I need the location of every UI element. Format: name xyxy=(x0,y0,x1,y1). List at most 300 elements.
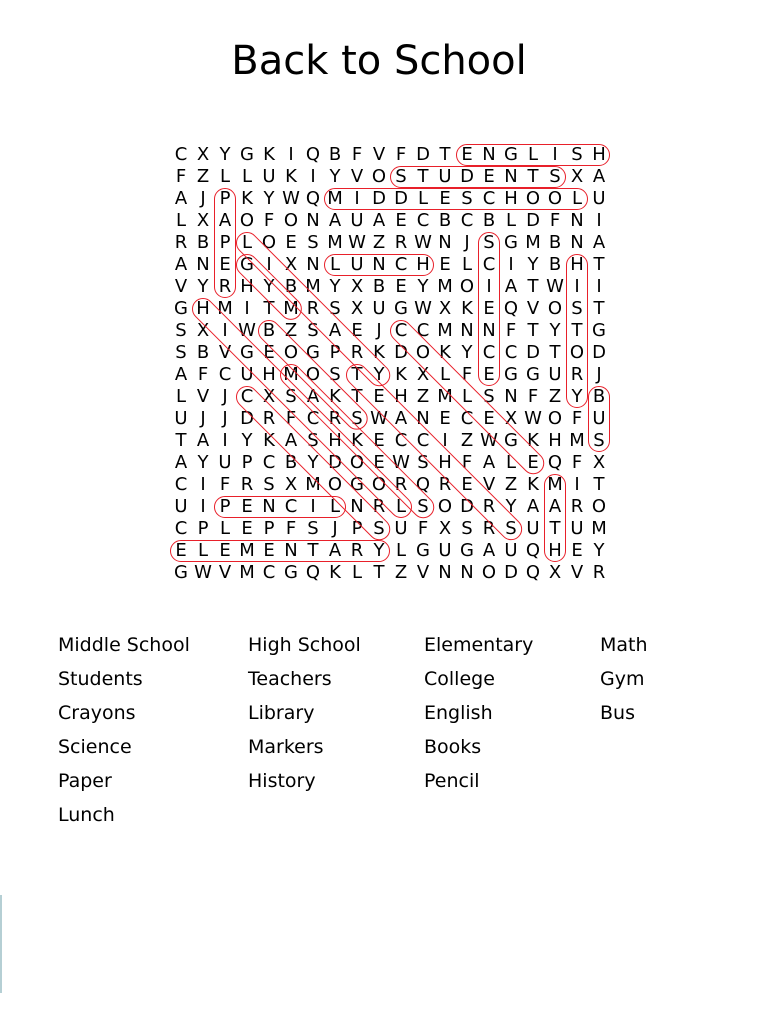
grid-letter[interactable]: W xyxy=(348,232,366,253)
grid-letter[interactable]: L xyxy=(329,254,341,275)
grid-letter[interactable]: L xyxy=(241,166,253,187)
grid-letter[interactable]: G xyxy=(526,364,540,385)
grid-letter[interactable]: S xyxy=(329,364,341,385)
grid-letter[interactable]: G xyxy=(240,144,254,165)
grid-letter[interactable]: S xyxy=(329,298,341,319)
grid-letter[interactable]: S xyxy=(175,320,187,341)
grid-letter[interactable]: K xyxy=(351,430,363,451)
grid-letter[interactable]: M xyxy=(569,430,585,451)
grid-letter[interactable]: O xyxy=(525,188,541,209)
grid-letter[interactable]: I xyxy=(596,210,602,231)
grid-letter[interactable]: I xyxy=(486,276,492,297)
grid-letter[interactable]: S xyxy=(461,188,473,209)
grid-letter[interactable]: P xyxy=(219,232,231,253)
grid-letter[interactable]: Q xyxy=(503,298,519,319)
grid-letter[interactable]: A xyxy=(174,254,188,275)
grid-letter[interactable]: H xyxy=(548,540,562,561)
grid-letter[interactable]: G xyxy=(592,320,606,341)
grid-letter[interactable]: X xyxy=(416,364,430,385)
grid-letter[interactable]: D xyxy=(460,496,474,517)
grid-letter[interactable]: R xyxy=(482,496,496,517)
grid-letter[interactable]: U xyxy=(350,210,364,231)
grid-letter[interactable]: A xyxy=(548,496,562,517)
grid-letter[interactable]: C xyxy=(394,254,408,275)
grid-letter[interactable]: C xyxy=(394,430,408,451)
grid-letter[interactable]: N xyxy=(438,232,452,253)
grid-letter[interactable]: N xyxy=(262,496,276,517)
grid-letter[interactable]: E xyxy=(483,364,495,385)
grid-letter[interactable]: C xyxy=(240,386,254,407)
grid-letter[interactable]: I xyxy=(508,254,514,275)
grid-letter[interactable]: P xyxy=(219,188,231,209)
grid-letter[interactable]: O xyxy=(349,452,365,473)
grid-letter[interactable]: H xyxy=(570,254,584,275)
grid-letter[interactable]: G xyxy=(416,540,430,561)
grid-letter[interactable]: U xyxy=(570,518,584,539)
grid-letter[interactable]: D xyxy=(592,342,606,363)
grid-letter[interactable]: L xyxy=(197,540,209,561)
grid-letter[interactable]: M xyxy=(591,518,607,539)
grid-letter[interactable]: H xyxy=(328,430,342,451)
grid-letter[interactable]: U xyxy=(592,408,606,429)
grid-letter[interactable]: I xyxy=(266,254,272,275)
grid-letter[interactable]: P xyxy=(329,342,341,363)
grid-letter[interactable]: L xyxy=(351,562,363,583)
grid-letter[interactable]: O xyxy=(569,342,585,363)
grid-letter[interactable]: C xyxy=(482,342,496,363)
grid-letter[interactable]: X xyxy=(284,254,298,275)
grid-letter[interactable]: S xyxy=(593,430,605,451)
grid-letter[interactable]: G xyxy=(240,254,254,275)
grid-letter[interactable]: S xyxy=(285,386,297,407)
grid-letter[interactable]: T xyxy=(263,298,275,319)
grid-letter[interactable]: G xyxy=(394,298,408,319)
grid-letter[interactable]: E xyxy=(373,452,385,473)
grid-letter[interactable]: Y xyxy=(263,276,275,297)
grid-letter[interactable]: T xyxy=(549,342,561,363)
grid-letter[interactable]: O xyxy=(547,408,563,429)
grid-letter[interactable]: C xyxy=(174,474,188,495)
grid-letter[interactable]: A xyxy=(328,320,342,341)
grid-letter[interactable]: O xyxy=(283,210,299,231)
grid-letter[interactable]: P xyxy=(219,496,231,517)
grid-letter[interactable]: T xyxy=(351,364,363,385)
grid-letter[interactable]: R xyxy=(482,518,496,539)
grid-letter[interactable]: T xyxy=(571,320,583,341)
grid-letter[interactable]: V xyxy=(196,386,210,407)
grid-letter[interactable]: K xyxy=(439,342,451,363)
grid-letter[interactable]: F xyxy=(549,210,561,231)
grid-letter[interactable]: K xyxy=(373,342,385,363)
grid-letter[interactable]: E xyxy=(483,408,495,429)
grid-letter[interactable]: C xyxy=(218,364,232,385)
grid-letter[interactable]: C xyxy=(416,430,430,451)
grid-letter[interactable]: T xyxy=(439,144,451,165)
grid-letter[interactable]: S xyxy=(549,166,561,187)
grid-letter[interactable]: J xyxy=(376,320,382,341)
grid-letter[interactable]: E xyxy=(483,298,495,319)
grid-letter[interactable]: O xyxy=(415,342,431,363)
grid-letter[interactable]: X xyxy=(592,452,606,473)
grid-letter[interactable]: B xyxy=(548,232,562,253)
grid-letter[interactable]: Z xyxy=(372,232,386,253)
word-search-grid[interactable] xyxy=(170,144,610,584)
grid-letter[interactable]: J xyxy=(222,386,228,407)
grid-letter[interactable]: Q xyxy=(525,540,541,561)
grid-letter[interactable]: S xyxy=(571,298,583,319)
grid-letter[interactable]: B xyxy=(482,210,496,231)
grid-letter[interactable]: O xyxy=(371,166,387,187)
grid-letter[interactable]: M xyxy=(437,276,453,297)
grid-letter[interactable]: Q xyxy=(547,452,563,473)
grid-letter[interactable]: T xyxy=(549,518,561,539)
grid-letter[interactable]: F xyxy=(263,210,275,231)
grid-letter[interactable]: O xyxy=(547,188,563,209)
grid-letter[interactable]: W xyxy=(414,298,432,319)
grid-letter[interactable]: J xyxy=(200,188,206,209)
grid-letter[interactable]: L xyxy=(241,232,253,253)
grid-letter[interactable]: F xyxy=(417,518,429,539)
grid-letter[interactable]: L xyxy=(439,364,451,385)
grid-letter[interactable]: U xyxy=(350,254,364,275)
grid-letter[interactable]: R xyxy=(306,298,320,319)
grid-letter[interactable]: M xyxy=(327,188,343,209)
grid-letter[interactable]: Y xyxy=(307,452,319,473)
grid-letter[interactable]: H xyxy=(262,364,276,385)
grid-letter[interactable]: O xyxy=(261,232,277,253)
grid-letter[interactable]: J xyxy=(596,364,602,385)
grid-letter[interactable]: I xyxy=(596,276,602,297)
grid-letter[interactable]: P xyxy=(197,518,209,539)
grid-letter[interactable]: M xyxy=(547,474,563,495)
grid-letter[interactable]: S xyxy=(307,320,319,341)
grid-letter[interactable]: J xyxy=(222,408,228,429)
grid-letter[interactable]: F xyxy=(285,408,297,429)
grid-letter[interactable]: X xyxy=(196,144,210,165)
grid-letter[interactable]: U xyxy=(174,496,188,517)
grid-letter[interactable]: M xyxy=(525,232,541,253)
grid-letter[interactable]: L xyxy=(505,210,517,231)
grid-letter[interactable]: W xyxy=(238,320,256,341)
grid-letter[interactable]: O xyxy=(481,562,497,583)
grid-letter[interactable]: F xyxy=(351,144,363,165)
grid-letter[interactable]: I xyxy=(574,276,580,297)
grid-letter[interactable]: C xyxy=(262,452,276,473)
grid-letter[interactable]: F xyxy=(197,364,209,385)
grid-letter[interactable]: X xyxy=(438,518,452,539)
grid-letter[interactable]: O xyxy=(459,276,475,297)
grid-letter[interactable]: B xyxy=(284,452,298,473)
grid-letter[interactable]: B xyxy=(372,276,386,297)
grid-letter[interactable]: X xyxy=(196,210,210,231)
grid-letter[interactable]: C xyxy=(416,320,430,341)
grid-letter[interactable]: F xyxy=(395,144,407,165)
grid-letter[interactable]: E xyxy=(439,188,451,209)
grid-letter[interactable]: Z xyxy=(196,166,210,187)
grid-letter[interactable]: M xyxy=(239,540,255,561)
grid-letter[interactable]: U xyxy=(394,518,408,539)
grid-letter[interactable]: V xyxy=(218,342,232,363)
grid-letter[interactable]: E xyxy=(395,210,407,231)
grid-letter[interactable]: P xyxy=(241,452,253,473)
grid-letter[interactable]: L xyxy=(395,540,407,561)
grid-letter[interactable]: A xyxy=(218,210,232,231)
grid-letter[interactable]: E xyxy=(241,518,253,539)
grid-letter[interactable]: R xyxy=(350,342,364,363)
grid-letter[interactable]: A xyxy=(328,210,342,231)
grid-letter[interactable]: S xyxy=(307,232,319,253)
grid-letter[interactable]: E xyxy=(483,166,495,187)
grid-letter[interactable]: C xyxy=(174,144,188,165)
grid-letter[interactable]: J xyxy=(200,408,206,429)
grid-letter[interactable]: D xyxy=(504,562,518,583)
grid-letter[interactable]: S xyxy=(461,518,473,539)
grid-letter[interactable]: U xyxy=(438,166,452,187)
grid-letter[interactable]: A xyxy=(394,408,408,429)
grid-letter[interactable]: Q xyxy=(415,474,431,495)
grid-letter[interactable]: U xyxy=(592,188,606,209)
grid-letter[interactable]: U xyxy=(504,540,518,561)
grid-letter[interactable]: D xyxy=(416,144,430,165)
grid-letter[interactable]: R xyxy=(592,562,606,583)
grid-letter[interactable]: N xyxy=(306,210,320,231)
grid-letter[interactable]: N xyxy=(372,254,386,275)
grid-letter[interactable]: M xyxy=(283,298,299,319)
grid-letter[interactable]: L xyxy=(527,144,539,165)
grid-letter[interactable]: I xyxy=(574,474,580,495)
grid-letter[interactable]: L xyxy=(219,166,231,187)
grid-letter[interactable]: N xyxy=(482,320,496,341)
grid-letter[interactable]: C xyxy=(482,254,496,275)
grid-letter[interactable]: V xyxy=(350,166,364,187)
grid-letter[interactable]: D xyxy=(372,188,386,209)
grid-letter[interactable]: N xyxy=(504,386,518,407)
grid-letter[interactable]: R xyxy=(438,474,452,495)
grid-letter[interactable]: B xyxy=(328,144,342,165)
grid-letter[interactable]: X xyxy=(284,474,298,495)
grid-letter[interactable]: E xyxy=(373,430,385,451)
grid-letter[interactable]: I xyxy=(244,298,250,319)
grid-letter[interactable]: H xyxy=(548,430,562,451)
grid-letter[interactable]: T xyxy=(417,166,429,187)
grid-letter[interactable]: D xyxy=(526,342,540,363)
grid-letter[interactable]: A xyxy=(306,386,320,407)
grid-letter[interactable]: D xyxy=(460,166,474,187)
grid-letter[interactable]: A xyxy=(372,210,386,231)
grid-letter[interactable]: X xyxy=(504,408,518,429)
grid-letter[interactable]: E xyxy=(175,540,187,561)
grid-letter[interactable]: W xyxy=(414,232,432,253)
grid-letter[interactable]: A xyxy=(284,430,298,451)
grid-letter[interactable]: X xyxy=(570,166,584,187)
grid-letter[interactable]: F xyxy=(175,166,187,187)
grid-letter[interactable]: T xyxy=(593,474,605,495)
grid-letter[interactable]: Y xyxy=(571,386,583,407)
grid-letter[interactable]: T xyxy=(351,386,363,407)
grid-letter[interactable]: F xyxy=(571,452,583,473)
grid-letter[interactable]: A xyxy=(482,540,496,561)
grid-letter[interactable]: F xyxy=(285,518,297,539)
grid-letter[interactable]: X xyxy=(262,386,276,407)
grid-letter[interactable]: S xyxy=(307,430,319,451)
grid-letter[interactable]: G xyxy=(504,430,518,451)
grid-letter[interactable]: J xyxy=(332,518,338,539)
grid-letter[interactable]: Z xyxy=(548,386,562,407)
grid-letter[interactable]: V xyxy=(174,276,188,297)
grid-letter[interactable]: U xyxy=(174,408,188,429)
grid-letter[interactable]: M xyxy=(283,364,299,385)
grid-letter[interactable]: R xyxy=(218,276,232,297)
grid-letter[interactable]: V xyxy=(526,298,540,319)
grid-letter[interactable]: Z xyxy=(416,386,430,407)
grid-letter[interactable]: E xyxy=(439,254,451,275)
grid-letter[interactable]: H xyxy=(240,276,254,297)
grid-letter[interactable]: J xyxy=(464,232,470,253)
grid-letter[interactable]: R xyxy=(240,474,254,495)
grid-letter[interactable]: Z xyxy=(504,474,518,495)
grid-letter[interactable]: F xyxy=(461,364,473,385)
grid-letter[interactable]: T xyxy=(527,320,539,341)
grid-letter[interactable]: Y xyxy=(263,188,275,209)
grid-letter[interactable]: K xyxy=(285,166,297,187)
grid-letter[interactable]: M xyxy=(305,474,321,495)
grid-letter[interactable]: M xyxy=(437,320,453,341)
grid-letter[interactable]: Y xyxy=(373,364,385,385)
grid-letter[interactable]: U xyxy=(548,364,562,385)
grid-letter[interactable]: U xyxy=(372,298,386,319)
grid-letter[interactable]: E xyxy=(219,254,231,275)
grid-letter[interactable]: Z xyxy=(394,562,408,583)
grid-letter[interactable]: I xyxy=(200,474,206,495)
grid-letter[interactable]: F xyxy=(571,408,583,429)
grid-letter[interactable]: Y xyxy=(549,320,561,341)
grid-letter[interactable]: E xyxy=(285,232,297,253)
grid-letter[interactable]: N xyxy=(416,408,430,429)
grid-letter[interactable]: Y xyxy=(197,452,209,473)
grid-letter[interactable]: Q xyxy=(525,562,541,583)
grid-letter[interactable]: W xyxy=(282,188,300,209)
grid-letter[interactable]: H xyxy=(438,452,452,473)
grid-letter[interactable]: T xyxy=(175,430,187,451)
grid-letter[interactable]: S xyxy=(417,452,429,473)
grid-letter[interactable]: T xyxy=(527,166,539,187)
grid-letter[interactable]: E xyxy=(241,496,253,517)
grid-letter[interactable]: S xyxy=(417,496,429,517)
grid-letter[interactable]: B xyxy=(196,342,210,363)
grid-letter[interactable]: S xyxy=(263,474,275,495)
grid-letter[interactable]: E xyxy=(263,540,275,561)
grid-letter[interactable]: H xyxy=(416,254,430,275)
grid-letter[interactable]: E xyxy=(527,452,539,473)
grid-letter[interactable]: X xyxy=(350,276,364,297)
grid-letter[interactable]: W xyxy=(194,562,212,583)
grid-letter[interactable]: K xyxy=(329,562,341,583)
grid-letter[interactable]: O xyxy=(327,474,343,495)
grid-letter[interactable]: I xyxy=(222,320,228,341)
grid-letter[interactable]: N xyxy=(438,562,452,583)
grid-letter[interactable]: E xyxy=(395,276,407,297)
grid-letter[interactable]: R xyxy=(328,408,342,429)
grid-letter[interactable]: P xyxy=(351,518,363,539)
grid-letter[interactable]: A xyxy=(592,166,606,187)
grid-letter[interactable]: S xyxy=(307,518,319,539)
grid-letter[interactable]: Y xyxy=(329,276,341,297)
grid-letter[interactable]: G xyxy=(284,562,298,583)
grid-letter[interactable]: G xyxy=(174,562,188,583)
grid-letter[interactable]: T xyxy=(373,562,385,583)
grid-letter[interactable]: Q xyxy=(305,188,321,209)
grid-letter[interactable]: L xyxy=(461,254,473,275)
grid-letter[interactable]: A xyxy=(526,496,540,517)
grid-letter[interactable]: B xyxy=(262,320,276,341)
grid-letter[interactable]: G xyxy=(504,364,518,385)
grid-letter[interactable]: B xyxy=(592,386,606,407)
grid-letter[interactable]: C xyxy=(504,342,518,363)
grid-letter[interactable]: Z xyxy=(460,430,474,451)
grid-letter[interactable]: Y xyxy=(219,144,231,165)
grid-letter[interactable]: B xyxy=(438,210,452,231)
grid-letter[interactable]: W xyxy=(546,276,564,297)
grid-letter[interactable]: V xyxy=(372,144,386,165)
grid-letter[interactable]: O xyxy=(239,210,255,231)
grid-letter[interactable]: X xyxy=(548,562,562,583)
grid-letter[interactable]: I xyxy=(222,430,228,451)
grid-letter[interactable]: R xyxy=(262,408,276,429)
grid-letter[interactable]: T xyxy=(307,540,319,561)
grid-letter[interactable]: K xyxy=(241,188,253,209)
grid-letter[interactable]: X xyxy=(438,298,452,319)
grid-letter[interactable]: L xyxy=(571,188,583,209)
grid-letter[interactable]: Y xyxy=(241,430,253,451)
grid-letter[interactable]: Y xyxy=(461,342,473,363)
grid-letter[interactable]: U xyxy=(526,518,540,539)
grid-letter[interactable]: S xyxy=(483,232,495,253)
grid-letter[interactable]: G xyxy=(306,342,320,363)
grid-letter[interactable]: D xyxy=(394,188,408,209)
grid-letter[interactable]: V xyxy=(218,562,232,583)
grid-letter[interactable]: Y xyxy=(527,254,539,275)
grid-letter[interactable]: T xyxy=(593,254,605,275)
grid-letter[interactable]: R xyxy=(350,540,364,561)
grid-letter[interactable]: F xyxy=(219,474,231,495)
grid-letter[interactable]: D xyxy=(394,342,408,363)
grid-letter[interactable]: N xyxy=(460,562,474,583)
grid-letter[interactable]: V xyxy=(570,562,584,583)
grid-letter[interactable]: G xyxy=(460,540,474,561)
grid-letter[interactable]: A xyxy=(174,188,188,209)
grid-letter[interactable]: R xyxy=(174,232,188,253)
grid-letter[interactable]: F xyxy=(461,452,473,473)
grid-letter[interactable]: S xyxy=(571,144,583,165)
grid-letter[interactable]: U xyxy=(262,166,276,187)
grid-letter[interactable]: Y xyxy=(593,540,605,561)
grid-letter[interactable]: G xyxy=(174,298,188,319)
grid-letter[interactable]: C xyxy=(460,408,474,429)
grid-letter[interactable]: L xyxy=(175,210,187,231)
grid-letter[interactable]: B xyxy=(548,254,562,275)
grid-letter[interactable]: O xyxy=(547,298,563,319)
grid-letter[interactable]: M xyxy=(437,386,453,407)
grid-letter[interactable]: K xyxy=(527,474,539,495)
grid-letter[interactable]: C xyxy=(306,408,320,429)
grid-letter[interactable]: U xyxy=(240,364,254,385)
grid-letter[interactable]: I xyxy=(354,188,360,209)
grid-letter[interactable]: W xyxy=(480,430,498,451)
grid-letter[interactable]: W xyxy=(392,452,410,473)
grid-letter[interactable]: L xyxy=(329,496,341,517)
grid-letter[interactable]: U xyxy=(218,452,232,473)
grid-letter[interactable]: Y xyxy=(329,166,341,187)
